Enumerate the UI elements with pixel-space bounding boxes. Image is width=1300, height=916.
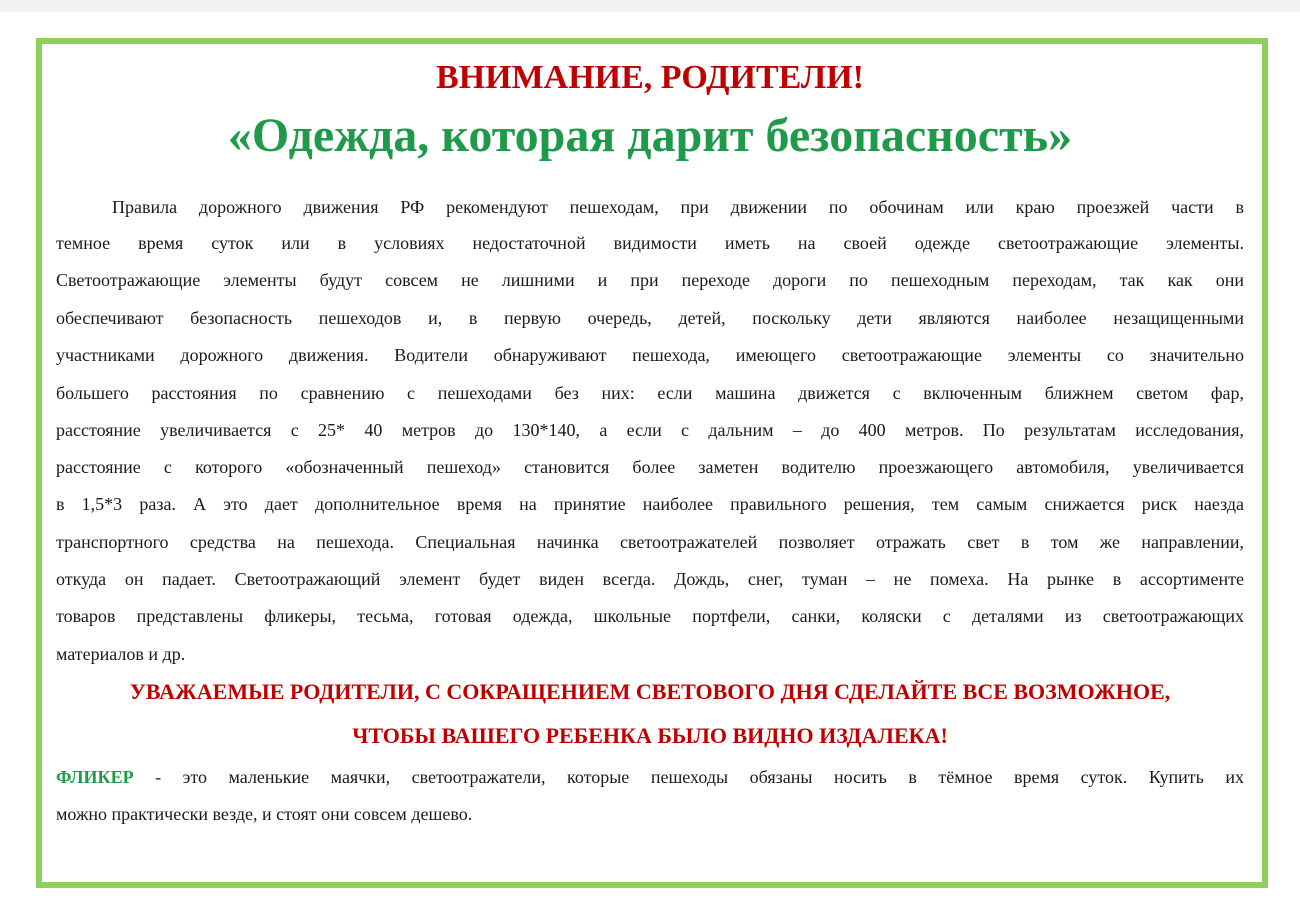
body-line: обеспечивают безопасность пешеходов и, в первую очередь, детей, поскольку дети являются наиболее незащищенными	[56, 308, 1244, 328]
poster-subtitle: «Одежда, которая дарит безопасность»	[227, 109, 1073, 162]
body-line: транспортного средства на пешехода. Специальная начинка светоотражателей позволяет отражать свет в том же направлении,	[56, 532, 1244, 552]
body-line: участниками дорожного движения. Водители обнаруживают пешехода, имеющего светоотражающие элементы со значительно	[56, 345, 1244, 365]
appeal-line-1: УВАЖАЕМЫЕ РОДИТЕЛИ, С СОКРАЩЕНИЕМ СВЕТОВОГО ДНЯ СДЕЛАЙТЕ ВСЕ ВОЗМОЖНОЕ,	[129, 679, 1171, 704]
flicker-definition-line-2: можно практически везде, и стоят они совсем дешево.	[56, 804, 473, 824]
flicker-definition-line	[56, 766, 1244, 788]
flicker-term: ФЛИКЕР	[56, 767, 134, 787]
appeal-line-2: ЧТОБЫ ВАШЕГО РЕБЕНКА БЫЛО ВИДНО ИЗДАЛЕКА!	[352, 723, 948, 748]
body-line: материалов и др.	[56, 644, 186, 664]
body-line: откуда он падает. Светоотражающий элемент будет виден всегда. Дождь, снег, туман – не помеха. На рынке в ассортименте	[56, 569, 1244, 589]
body-line: темное время суток или в условиях недостаточной видимости иметь на своей одежде светоотражающие элементы.	[56, 233, 1244, 253]
poster-title: ВНИМАНИЕ, РОДИТЕЛИ!	[436, 59, 864, 96]
body-line: в 1,5*3 раза. А это дает дополнительное время на принятие наиболее правильного решения, тем самым снижается риск наезда	[56, 494, 1244, 514]
body-line: Светоотражающие элементы будут совсем не лишними и при переходе дороги по пешеходным переходам, так как они	[56, 270, 1244, 290]
body-line: Правила дорожного движения РФ рекомендуют пешеходам, при движении по обочинам или краю проезжей части в	[112, 197, 1244, 217]
body-line: расстояние увеличивается с 25* 40 метров до 130*140, а если с дальним – до 400 метров. По результатам исследования,	[56, 420, 1244, 440]
top-strip	[0, 0, 1300, 12]
body-line: расстояние с которого «обозначенный пешеход» становится более заметен водителю проезжающего автомобиля, увеличивается	[56, 457, 1244, 477]
flicker-definition: - это маленькие маячки, светоотражатели, которые пешеходы обязаны носить в тёмное время суток. Купить их	[133, 767, 1244, 787]
body-line: большего расстояния по сравнению с пешеходами без них: если машина движется с включенным ближнем светом фар,	[56, 383, 1244, 403]
body-line: товаров представлены фликеры, тесьма, готовая одежда, школьные портфели, санки, коляски с деталями из светоотражающих	[56, 606, 1244, 626]
